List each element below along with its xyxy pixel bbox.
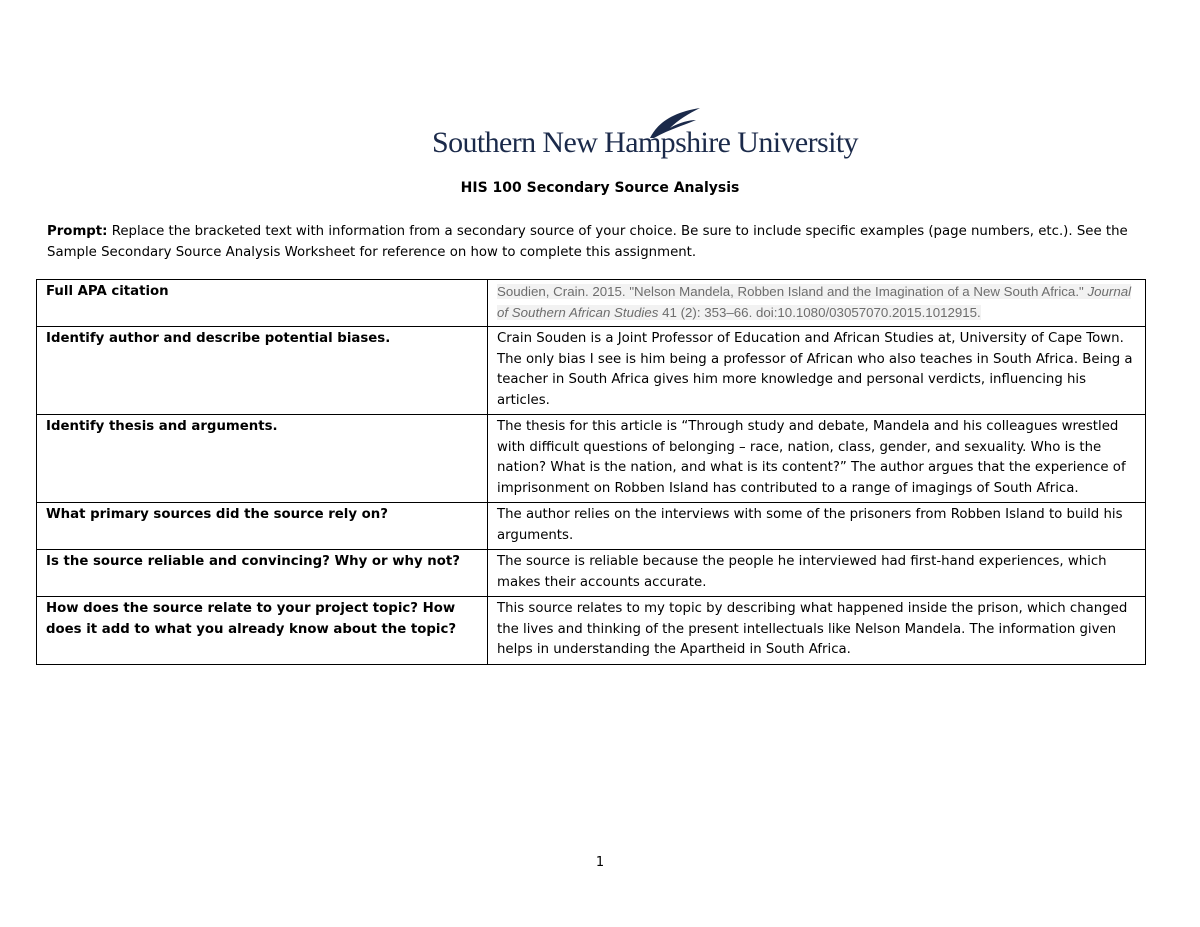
- citation-journal: Journal of Southern African Studies: [497, 284, 1132, 320]
- document-title: HIS 100 Secondary Source Analysis: [460, 180, 740, 196]
- answer-cell: Crain Souden is a Joint Professor of Education and African Studies at, University of Cape Town. The only bias I see is him being a professor of African who also teaches in South Africa. Being a teacher in South Africa gives him more knowledge and personal verdicts, influencing his articles.: [488, 327, 1146, 415]
- prompt-text: Replace the bracketed text with information from a secondary source of your choice. Be sure to include specific examples (page numbers, etc.). See the Sample Secondary Source Analysis Worksheet for reference on how to complete this assignment.: [47, 224, 1128, 260]
- table-row: [37, 550, 1146, 597]
- question-cell: Identify thesis and arguments.: [37, 415, 488, 503]
- table-row: [37, 597, 1146, 665]
- question-cell: What primary sources did the source rely on?: [37, 503, 488, 550]
- answer-cell: The source is reliable because the people he interviewed had first-hand experiences, which makes their accounts accurate.: [488, 550, 1146, 597]
- table-row: [37, 327, 1146, 415]
- university-logo: [432, 106, 858, 162]
- prompt-paragraph: [47, 221, 1137, 263]
- table-row: [37, 415, 1146, 503]
- logo-wordmark: Southern New Hampshire University: [432, 126, 858, 159]
- question-cell: Is the source reliable and convincing? Why or why not?: [37, 550, 488, 597]
- question-cell: How does the source relate to your project topic? How does it add to what you already know about the topic?: [37, 597, 488, 665]
- table-row: [37, 280, 1146, 327]
- analysis-table: [36, 279, 1146, 665]
- page-number: 1: [595, 855, 605, 870]
- question-cell: Full APA citation: [37, 280, 488, 327]
- citation-volume-doi: 41 (2): 353–66. doi:10.1080/03057070.2015.1012915.: [658, 304, 981, 320]
- quill-feather-icon: [644, 106, 704, 140]
- prompt-label: Prompt:: [47, 224, 108, 239]
- citation-text: [497, 284, 1131, 320]
- citation-cell: [488, 280, 1146, 327]
- answer-cell: The author relies on the interviews with some of the prisoners from Robben Island to build his arguments.: [488, 503, 1146, 550]
- answer-cell: This source relates to my topic by describing what happened inside the prison, which changed the lives and thinking of the present intellectuals like Nelson Mandela. The information given helps in understanding the Apartheid in South Africa.: [488, 597, 1146, 665]
- citation-authors-title: Soudien, Crain. 2015. "Nelson Mandela, Robben Island and the Imagination of a New South Africa.": [497, 284, 1088, 299]
- table-row: [37, 503, 1146, 550]
- answer-cell: The thesis for this article is “Through study and debate, Mandela and his colleagues wrestled with difficult questions of belonging – race, nation, class, gender, and sexuality. Who is the nation? What is the nation, and what is its content?” The author argues that the experience of imprisonment on Robben Island has contributed to a range of imagings of South Africa.: [488, 415, 1146, 503]
- question-cell: Identify author and describe potential biases.: [37, 327, 488, 415]
